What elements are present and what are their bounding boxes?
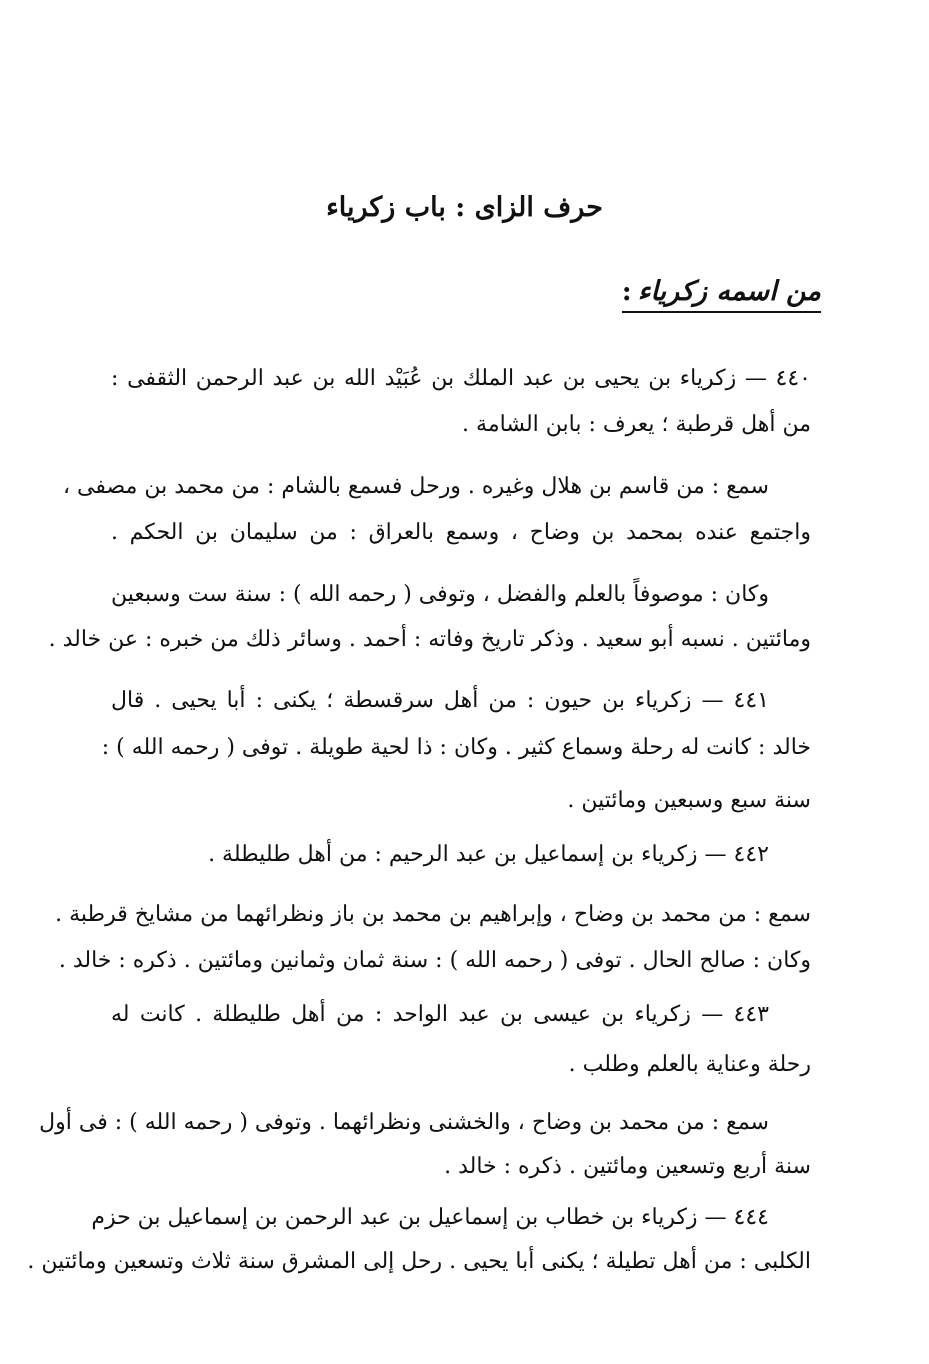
entry-443-line-1: ٤٤٣ — زكرياء بن عيسى بن عبد الواحد : من أهل طليطلة . كانت له: [111, 1002, 769, 1027]
entry-440-line-1: ٤٤٠ — زكرياء بن يحيى بن عبد الملك بن عُبَيْد الله بن عبد الرحمن الثقفى :: [111, 366, 811, 391]
entry-443-line-3: سمع : من محمد بن وضاح ، والخشنى ونظرائهما . وتوفى ( رحمه الله ) : فى أول: [39, 1110, 769, 1135]
entry-444-line-2: الكلبى : من أهل تطيلة ؛ يكنى أبا يحيى . رحل إلى المشرق سنة ثلاث وتسعين ومائتين .: [27, 1249, 811, 1274]
entry-443-line-2: رحلة وعناية بالعلم وطلب .: [568, 1052, 811, 1077]
entry-441-line-2: خالد : كانت له رحلة وسماع كثير . وكان : ذا لحية طويلة . توفى ( رحمه الله ) :: [101, 735, 811, 760]
entry-440-line-2: من أهل قرطبة ؛ يعرف : بابن الشامة .: [462, 412, 811, 437]
entry-442-line-1: ٤٤٢ — زكرياء بن إسماعيل بن عبد الرحيم : من أهل طليطلة .: [208, 842, 769, 867]
entry-441-line-3: سنة سبع وسبعين ومائتين .: [567, 788, 811, 813]
entry-443-line-4: سنة أربع وتسعين ومائتين . ذكره : خالد .: [444, 1154, 811, 1179]
chapter-title: حرف الزاى : باب زكرياء: [326, 192, 603, 223]
section-heading: [622, 276, 821, 313]
entry-442-line-2: سمع : من محمد بن وضاح ، وإبراهيم بن محمد بن باز ونظرائهما من مشايخ قرطبة .: [55, 902, 811, 927]
entry-440-line-3: سمع : من قاسم بن هلال وغيره . ورحل فسمع بالشام : من محمد بن مصفى ،: [62, 474, 769, 499]
entry-441-line-1: ٤٤١ — زكرياء بن حيون : من أهل سرقسطة ؛ يكنى : أبا يحيى . قال: [111, 688, 769, 713]
entry-442-line-3: وكان : صالح الحال . توفى ( رحمه الله ) : سنة ثمان وثمانين ومائتين . ذكره : خالد .: [58, 948, 811, 973]
section-heading-text: من اسمه زكرياء: [637, 276, 821, 307]
section-heading-colon: :: [621, 276, 632, 307]
entry-440-line-5: وكان : موصوفاً بالعلم والفضل ، وتوفى ( رحمه الله ) : سنة ست وسبعين: [111, 582, 769, 607]
entry-444-line-1: ٤٤٤ — زكرياء بن خطاب بن إسماعيل بن عبد الرحمن بن إسماعيل بن حزم: [91, 1205, 769, 1230]
entry-440-line-6: ومائتين . نسبه أبو سعيد . وذكر تاريخ وفاته : أحمد . وسائر ذلك من خبره : عن خالد .: [48, 627, 811, 652]
entry-440-line-4: واجتمع عنده بمحمد بن وضاح ، وسمع بالعراق : من سليمان بن الحكم .: [111, 520, 811, 545]
